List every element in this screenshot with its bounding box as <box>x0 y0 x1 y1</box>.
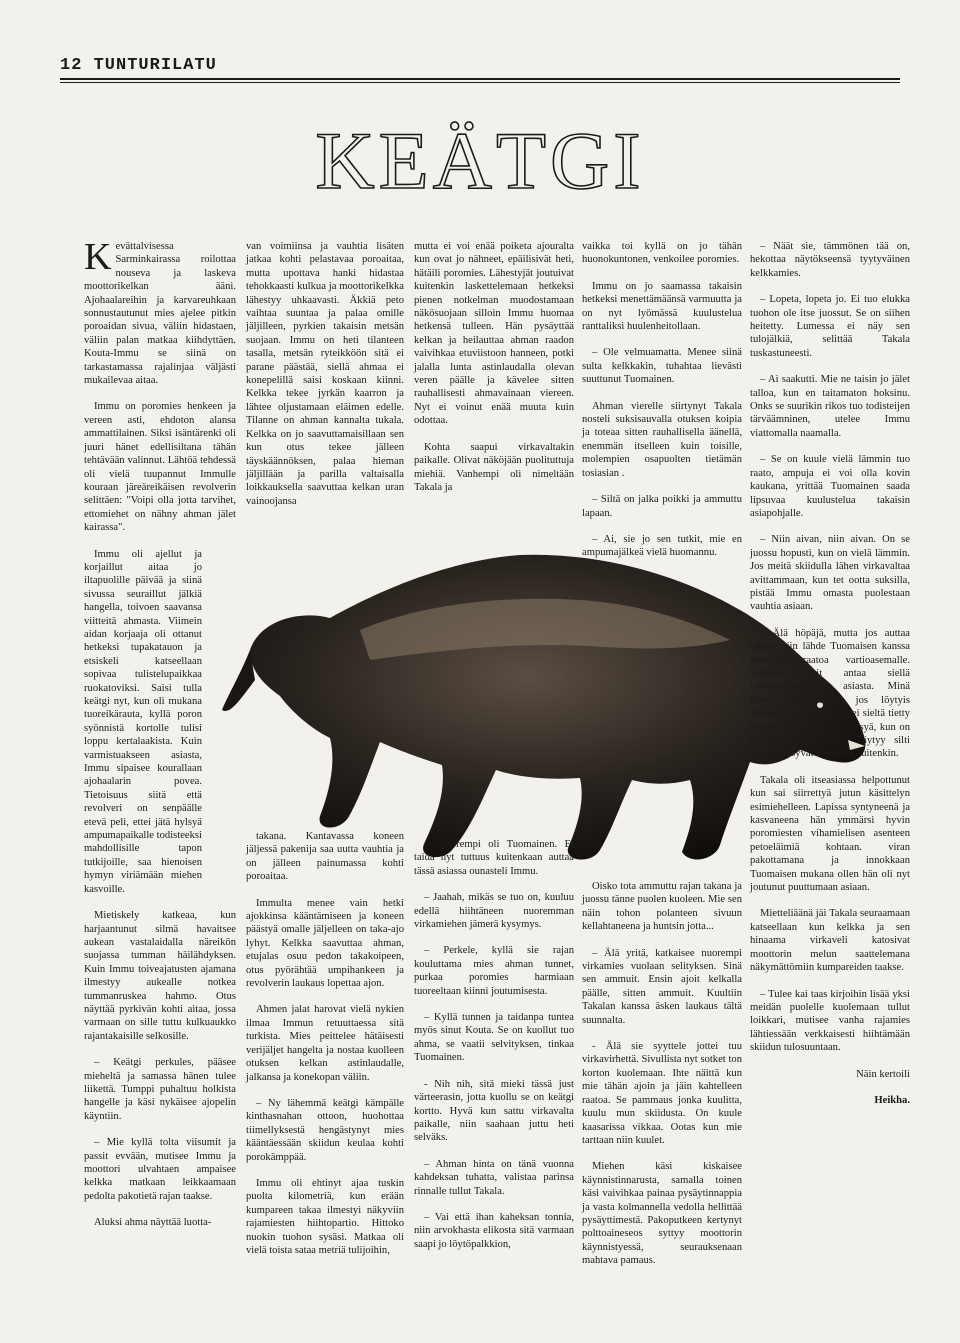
paragraph: vaikka toi kyllä on jo tähän huonokuntonen, venkoilee poromies. <box>582 241 742 266</box>
paragraph: – Mie kyllä tolta viisumit ja passit evvään, mutisee Immu ja moottori ulvahtaen ampaisee kelkka matkaan leikkaamaan pedolta pakotietä rajan taakse. <box>84 1137 236 1202</box>
paragraph: - Älä sie syyttele jottei tuu virkavirhettä. Sivullista nyt sotket ton korton kuolemaan. Ihte näittä kun mie tähän ajoin ja jäin kahtelleen raatoa. Se pammaus jonka kuulitta, kuulu mun skiidusta. On kuule kaasarissa vikkaa. Ootas kun mie tarttaan niin kuulet. <box>582 1041 742 1146</box>
paragraph: – Ai, sie jo sen tutkit, mie en ampumajälkeä vielä huomannu. <box>582 533 742 559</box>
paragraph: – Vai että ihan kaheksan tonnia, niin arvokhasta elikosta sitä varmaan saapi jo löytöpalkkion, <box>414 1211 574 1250</box>
signature-closing: Näin kertoili <box>856 1068 910 1080</box>
paragraph <box>84 236 236 387</box>
column-3-lower <box>414 838 574 1264</box>
paragraph: Immu on jo saamassa takaisin hetkeksi menettämäänsä varmuutta ja on nyt lyömässä kuulustelua ranttaliksi huulenheitollaan. <box>582 280 742 333</box>
paragraph: – Ai saakutti. Mie ne taisin jo jälet talloa, kun en taitamaton hoksinu. Onks se suurikin rikos tuo todisteijen tärväämninen, utelee Immu viattomalla naamalla. <box>750 374 910 439</box>
paragraph-text: evättalvisessa Sarminkairassa roilottaa nouseva ja laskeva moottorikelkan ääni. Ajohaalareihin ja karvareuhkaan sonnustautunut mies ajelee pitkin poroaidan sivua, väliin hidastaen, väliin palan matkaa kiihdyttäen. Kouta-Immu se siinä on tarkastamassa rajalinjaa väljästi mukailevaa aitaa. <box>84 241 236 387</box>
page-header <box>60 56 900 84</box>
column-4-lower <box>582 880 742 1281</box>
magazine-name: TUNTURILATU <box>93 56 217 75</box>
paragraph: Immu on poromies henkeen ja vereen asti, ehdoton alansa ammattilainen. Siksi isäntärenki oli juuri hänet edellisiltana tähän tehtävään valinnut. Lähtöä tehdessä oli vielä tuupannut Immulle kouraan järeäreikäisen revolverin selittäen: "Voipi olla jotta tarvihet, ettomiehet on nähny ahman jälet kairassa". <box>84 401 236 534</box>
article-title <box>0 100 960 205</box>
header-rule <box>60 78 900 80</box>
paragraph: – Älä höpäjä, mutta jos auttaa tahdot niin lähde Tuomaisen kanssa viemään raatoa vartioasemalle. Samalla voit antaa siellä todistajalausunnon asiasta. Minä käyn vilkaisemassa jos löytyis ampumapaikka, vaikka ei sieltä tietty mitään löydy, ei edes hylsyä, kun on ammuttu revolverilla. Täytyy silti käydä, kysyvät asemalla kuitenkin. <box>750 627 910 760</box>
paragraph: Kohta saapui virkavaltakin paikalle. Olivat näköjään puolituttuja miehiä. Vanhempi oli nimeltään Takala ja <box>414 441 574 493</box>
column-5 <box>750 240 910 1120</box>
paragraph: - Nih nih, sitä mieki tässä just värteerasin, jotta kuollu se on keätgi kortto. Hyvä kun sattu virkavalta paikalle, niin saahaan juttu heti selväks. <box>414 1078 574 1144</box>
paragraph: se nuorempi oli Tuomainen. Ei taida nyt tuttuus kuitenkaan auttaa tässä asiassa ounasteli Immu. <box>414 839 574 877</box>
column-3 <box>414 240 574 507</box>
paragraph: – Keätgi perkules, pääsee mieheltä ja samassa hänen tulee liikettä. Tumppi puhaltuu holkista hangelle ja käsi nykäisee ajopelin käyntiin. <box>84 1057 236 1122</box>
paragraph: – Tulee kai taas kirjoihin lisää yksi meidän puolelle kuolemaan tullut loikkari, mutisee vanha rajamies lähtiessään verkkaisesti hiihtämään skiidun tulosuuntaan. <box>750 988 910 1054</box>
paragraph: Aluksi ahma näyttää luotta- <box>94 1217 212 1229</box>
column-1 <box>84 236 236 1243</box>
paragraph: – Ahman hinta on tänä vuonna kahdeksan tuhatta, valistaa parinsa rinnalle tullut Takala. <box>414 1158 574 1197</box>
paragraph: – Se on kuule vielä lämmin tuo raato, ampuja ei voi olla kovin kaukana, yrittää Tuomainen saada lipsuvaa kuulustelua takaisin asiapohjalle. <box>750 454 910 519</box>
paragraph: mutta ei voi enää poiketa ajouralta kun ovat jo nähneet, epäilisivät heti, hätäili poromies. Lähestyjät joutuivat kuitenkin laskettelemaan hetkeksi pienen notkelman muodostamaan näkösuojaan silloin Immu huomaa hetkensä tulleen. Hän pysäyttää kelkan ja heilauttaa ahman raadon vaivihkaa etuviistoon hanneen, potki jalalla lunta astinlaudalla olevan veren päälle ja kävelee sitten rauhallisesti ahmavainaan viereen. Nyt ei voinut enää muuta kuin odottaa. <box>414 241 574 427</box>
paragraph: – Älä yritä, katkaisee nuorempi virkamies vuolaan selityksen. Sinä sen ammuit. Ensin ajoit kelkalla päälle, sitten ammuit. Kuultiin Takalan kanssa äsken laukaus tältä suunnalta. <box>582 947 742 1026</box>
paragraph: van voimiinsa ja vauhtia lisäten jatkaa kohti pelastavaa poroaitaa, mutta upottava hanki hidastaa tehokkaasti kulkua ja moottorikelkka lähestyy uhkaavasti. Äkkiä peto vaihtaa suuntaa ja palaa omille jäljilleen, pyrkien takaisin metsän suojaan. Immu on heti tilanteen tasalla, metsän ryteikköön sitä ei parane päästää, siellä ahmaa ei konepelillä saisi koskaan kiinni. Kelkka tekee jyrkän kaarron ja lähtee oljustamaan eläimen edelle. Tilanne on ahman kannalta tukala. Kelkka on jo saavuttamaisillaan sen kun otus tekee jälleen täyskäännöksen, palaa hieman jäljillään ja parilla valtaisalla loikkauksella saavuttaa kelkan uran vainoojansa <box>246 241 404 507</box>
paragraph: – Perkele, kyllä sie rajan kouluttama mies ahman tunnet, purkaa poromies harmiaan tuoreeltaan kiinni joutumisesta. <box>414 945 574 997</box>
paragraph: Immulta menee vain hetki ajokkinsa kääntämiseen ja koneen päästyä omalle jäljelleen on taka-ajo lyhyt. Kelkka saavuttaa ahman, etujalas osuu pedon takakoipeen, otus pyörähtää umpihankeen ja revolverin laukaus lopettaa ajon. <box>246 897 404 990</box>
column-2-lower <box>246 830 404 1270</box>
paragraph: – Kyllä tunnen ja taidanpa tuntea myös sinut Kouta. Se on kuollut tuo ahma, se vaatii selvityksen, tinkaa Tuomainen. <box>414 1012 574 1064</box>
paragraph: Miehen käsi kiskaisee käynnistinnarusta, samalla toinen käsi vaivihkaa painaa pysäytinnappia ja vasta kolmannella vedolla hellittää pysäyttimestä. Pakoputkeen kertynyt polttoaineseos syttyy moottorin käynnistyessä, seurauksenaan mahtava pamaus. <box>582 1161 742 1267</box>
title-outline <box>270 100 690 200</box>
paragraph: Immu oli ajellut ja korjaillut aitaa jo iltapuolille päivää ja siinä sivussa seuraillut jälkiä hangella, toivoen saavansa viitteitä ahmasta. Viimein aidan korjaaja oli ottanut hetkeksi tupakatauon ja etsiskeli katseellaan sopivaa tulistelupaikkaa ruokatoviksi. Saisi tulla keätgi nyt, kun oli mukana tuoreikärauta, kyllä poron syönnistä kortolle tulisi loppu kertalaakista. Kuin varmistuakseen asiasta, Immu sipaisee kourallaan ajohaalarin povea. Tietoisuus siitä että revolveri on senpäälle etevä peli, ettei jätä hylsyä ampumapaikalle todisteeksi mahdollisille tapon tutkijoille, saa hienoisen hymyn viriämään miehen kasvoille. <box>84 548 202 895</box>
paragraph: Takala oli itseasiassa helpottunut kun sai siirrettyä jutun käsittelyn esimiehelleen. Lapissa syntyneenä ja kasvaneena hän ymmärsi hyvin poromiesten vihamielisen asenteen petoeläimiä kohtaan. viran pakottamana ja innokkaan Tuomaisen mukana ollen hän oli nyt joutunut puuttumaan asiaan. <box>750 774 910 894</box>
paragraph: – Ny lähemmä keätgi kämpälle kinthasnahan ottoon, huohottaa tiimellyksestä hengästynyt mies kääntäessään skiidun keulaa kohti porokämppää. <box>246 1097 404 1163</box>
page-number-magazine <box>60 56 217 75</box>
paragraph: – Niin aivan, niin aivan. On se juossu hopusti, kun on vielä lämmin. Jos meitä skiidulla lähen virkavaltaa avittammaan, kun tet ootta suksilla, pistää Immu omasta puolestaan vauhtia asiaan. <box>750 534 910 613</box>
paragraph: Ahmen jalat harovat vielä nykien ilmaa Immun retuuttaessa sitä turkista. Mies peittelee hätäisesti verijäljet hangelta ja nostaa kuolleen otuksen kelkan astinlaudalle, jalkansa ja konekopan väliin. <box>246 1004 404 1083</box>
page-number: 12 <box>60 56 83 75</box>
paragraph: – Näät sie, tämmönen tää on, hekottaa näytökseensä tyytyväinen kelkkamies. <box>750 241 910 279</box>
paragraph: Mietteliäänä jäi Takala seuraamaan katseellaan kun kelkka ja sen hinaama virkaveli katosivat moottorin melun saattelemana näkymättömiin kumpareiden taakse. <box>750 908 910 974</box>
paragraph: – Jaahah, mikäs se tuo on, kuuluu edellä hiihtäneen nuoremman virkamiehen jämerä kysymys. <box>414 892 574 931</box>
column-4 <box>582 240 742 573</box>
title-text: KEÄTGI <box>315 115 645 200</box>
paragraph: – Ole velmuamatta. Menee siinä sulta kelkkakin, tuhahtaa lievästi suuttunut Tuomainen. <box>582 347 742 386</box>
paragraph: – Lopeta, lopeta jo. Ei tuo elukka tuohon ole itse juossut. Se on siihen heitetty. Lumessa ei näy sen tulojälkiä, selittää Takala tuskastuneesti. <box>750 294 910 359</box>
paragraph: – Siltä on jalka poikki ja ammuttu lapaan. <box>582 494 742 519</box>
paragraph: Mietiskely katkeaa, kun harjaantunut silmä havaitsee aukean vastalaidalla näreikön suojassa tumman häilähdyksen. Kuin Immu toiveajatusten ajamana ilmestyy aukealle notkea tummanruskea hahmo. Otus näyttää pyrkivän kohti aitaa, jossa varmaan on sille tuttu kulkuaukko rajantakaisille selkosille. <box>84 910 236 1042</box>
paragraph: Oisko tota ammuttu rajan takana ja juossu tänne puolen kuoleen. Mie sen näin tohon polanteen sivuun kellahtaneena ja huntsin jotta... <box>582 881 742 933</box>
header-rule-thin <box>60 82 900 83</box>
paragraph: Immu oli ehtinyt ajaa tuskin puolta kilometriä, kun erään kumpareen takaa ilmestyi näkyviin rajamiesten hiihtopartio. Hittoko nuokin tuohon sysäsi. Matkaa oli vielä toista sataa metriä tulijoihin, <box>246 1177 404 1256</box>
drop-cap: K <box>84 236 112 278</box>
paragraph: takana. Kantavassa koneen jäljessä pakenija saa uutta vauhtia ja on jälleen painumassa kohti poroaitaa. <box>246 831 404 883</box>
column-2 <box>246 240 404 521</box>
paragraph: Ahman vierelle siirtynyt Takala nosteli suksisauvalla otuksen koipia ja toteaa sitten rauhallisella äänellä, enemmän itselleen kuin toisille, molempien osapuolten tietämän tosiasian . <box>582 400 742 479</box>
signature-author: Heikha. <box>874 1094 910 1106</box>
